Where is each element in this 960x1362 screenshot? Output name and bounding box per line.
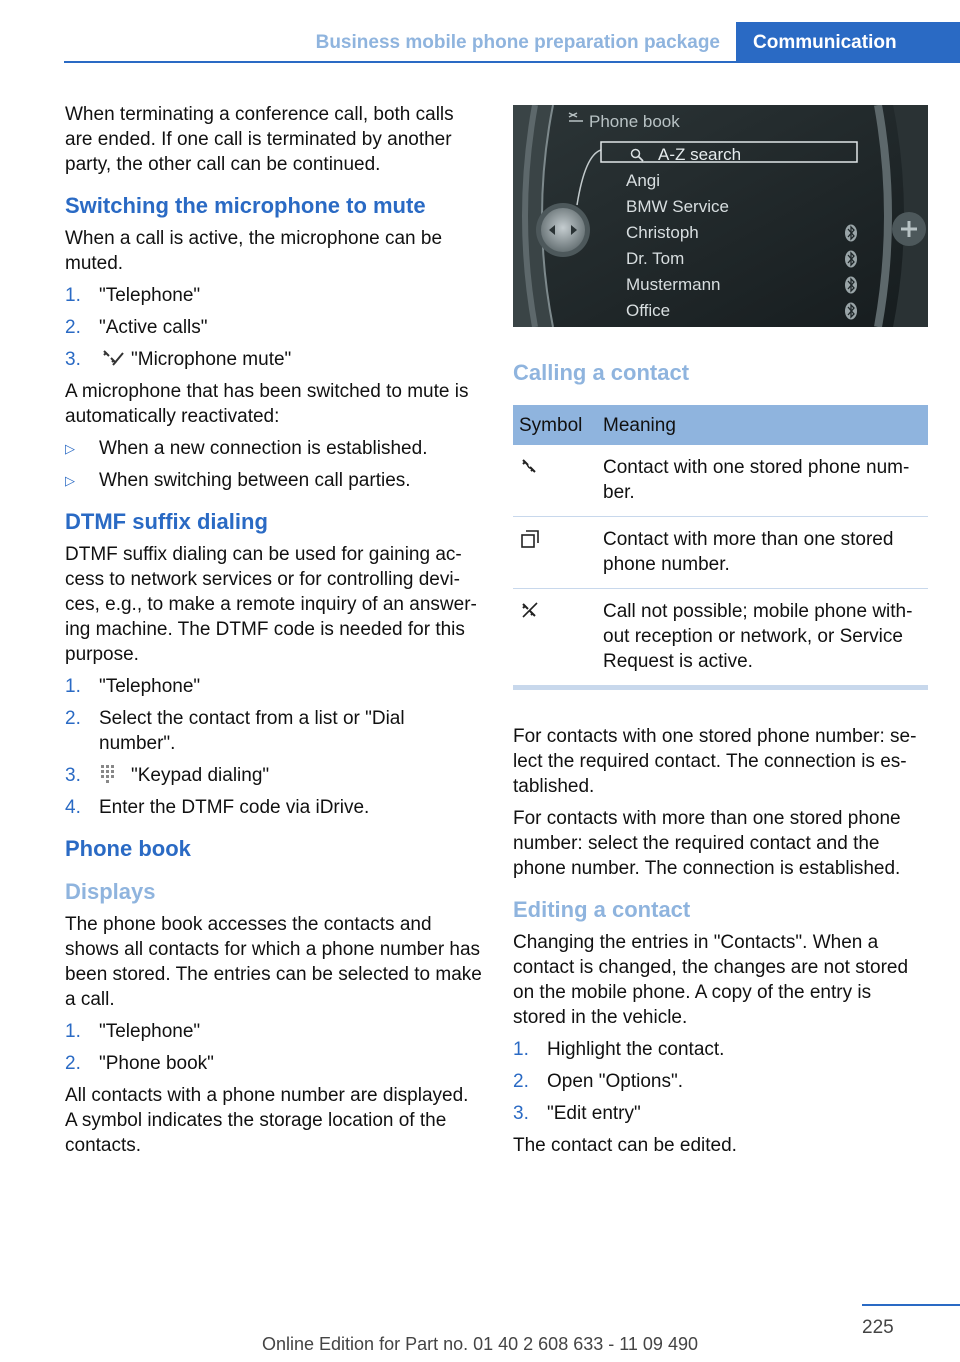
microphone-mute-icon: [99, 348, 125, 368]
calling-text-one: For contacts with one stored phone number: select the required contact. The connection is established.: [513, 726, 917, 797]
list-item: 2. Select the contact from a list or "Dial number".: [65, 708, 405, 754]
bluetooth-icon: [844, 302, 858, 320]
calling-text-many: For contacts with more than one stored phone number: select the required contact and the phone number. The connection is established.: [513, 808, 901, 879]
contact-item[interactable]: Office: [626, 298, 856, 324]
symbol-table: [513, 405, 928, 690]
mute-text: When a call is active, the microphone can be muted.: [65, 228, 443, 274]
left-column: [65, 102, 483, 1165]
meaning-cell: Contact with more than one stored phone number.: [601, 517, 928, 589]
bluetooth-icon: [844, 276, 858, 294]
phone-book-after-text: All contacts with a phone number are displayed. A symbol indicates the storage location of the contacts.: [65, 1085, 469, 1156]
phone-book-steps: [65, 1019, 483, 1076]
search-icon: [630, 148, 644, 162]
list-item: 3. "Edit entry": [513, 1103, 641, 1124]
bullet-triangle-icon: ▷: [65, 441, 75, 456]
list-item: 1. Highlight the contact.: [513, 1039, 725, 1060]
phone-book-heading: Phone book: [65, 836, 191, 861]
page-header: [64, 22, 960, 62]
list-item: 2. "Phone book": [65, 1053, 214, 1074]
header-section-title: Business mobile phone preparation package: [315, 32, 720, 53]
phone-not-possible-icon: [519, 601, 545, 621]
contact-item[interactable]: Christoph: [626, 220, 856, 246]
screen-title: Phone book: [589, 112, 680, 131]
list-item: ▷ When a new connection is established.: [65, 438, 428, 459]
mute-heading: Switching the microphone to mute: [65, 193, 426, 218]
list-item: 4. Enter the DTMF code via iDrive.: [65, 797, 370, 818]
page-number: 225: [862, 1317, 894, 1338]
phone-handset-icon: [519, 457, 545, 477]
az-search-item[interactable]: A-Z search: [626, 142, 856, 168]
editing-steps: [513, 1037, 928, 1126]
conference-call-text: When terminating a conference call, both calls are ended. If one call is terminated by another party, the other call can be continued.: [65, 104, 454, 175]
column-header-meaning: Meaning: [601, 405, 928, 445]
contact-item[interactable]: Mustermann: [626, 272, 856, 298]
dtmf-heading: DTMF suffix dialing: [65, 509, 268, 534]
contact-item[interactable]: Angi: [626, 171, 661, 190]
contact-list: [626, 142, 856, 324]
table-row: [513, 589, 928, 688]
list-item: ▷ When switching between call parties.: [65, 470, 411, 491]
meaning-cell: Call not possible; mobile phone without reception or network, or Service Request is active.: [601, 589, 928, 688]
displays-heading: Displays: [65, 879, 156, 904]
table-header-row: [513, 405, 928, 445]
column-header-symbol: Symbol: [513, 405, 601, 445]
meaning-cell: Contact with one stored phone number.: [601, 445, 928, 517]
header-chapter-tab: Communication: [736, 22, 960, 62]
list-item: 3. "Keypad dialing": [65, 765, 270, 786]
table-row: [513, 517, 928, 589]
editing-text: Changing the entries in "Contacts". When a contact is changed, the changes are not stored on the mobile phone. A copy of the entry is stored in the vehicle.: [513, 932, 909, 1028]
editing-after-text: The contact can be edited.: [513, 1135, 737, 1156]
editing-contact-heading: Editing a contact: [513, 897, 691, 922]
page-number-rule: [862, 1304, 960, 1306]
list-item: 2. Open "Options".: [513, 1071, 684, 1092]
edition-footer: Online Edition for Part no. 01 40 2 608 633 - 11 09 490: [262, 1334, 698, 1354]
table-row: [513, 445, 928, 517]
list-item: 3. "Microphone mute": [65, 349, 292, 370]
bullet-triangle-icon: ▷: [65, 473, 75, 488]
bluetooth-icon: [844, 224, 858, 242]
list-item: 1. "Telephone": [65, 676, 201, 697]
phone-book-text: The phone book accesses the contacts and shows all contacts for which a phone number has been stored. The entries can be selected to make a call.: [65, 914, 482, 1010]
calling-contact-heading: Calling a contact: [513, 360, 690, 385]
contact-item[interactable]: BMW Service: [626, 197, 729, 216]
list-item: 2. "Active calls": [65, 317, 208, 338]
right-column: [513, 105, 928, 1165]
list-item: 1. "Telephone": [65, 1021, 201, 1042]
mute-bullets: [65, 436, 483, 493]
header-rule: [64, 61, 960, 63]
multiple-numbers-icon: [519, 529, 545, 549]
dtmf-text: DTMF suffix dialing can be used for gaining access to network services or for controlling devices, e.g., to make a remote inquiry of an answering machine. The DTMF code is needed for this purpose.: [65, 544, 477, 665]
mute-steps: [65, 283, 483, 372]
contact-item[interactable]: Dr. Tom: [626, 246, 856, 272]
list-item: 1. "Telephone": [65, 285, 201, 306]
mute-reactivate-text: A microphone that has been switched to mute is automatically reactivated:: [65, 381, 469, 427]
bluetooth-icon: [844, 250, 858, 268]
keypad-icon: [99, 764, 125, 784]
phone-book-screen: [513, 105, 928, 327]
dtmf-steps: [65, 674, 483, 820]
